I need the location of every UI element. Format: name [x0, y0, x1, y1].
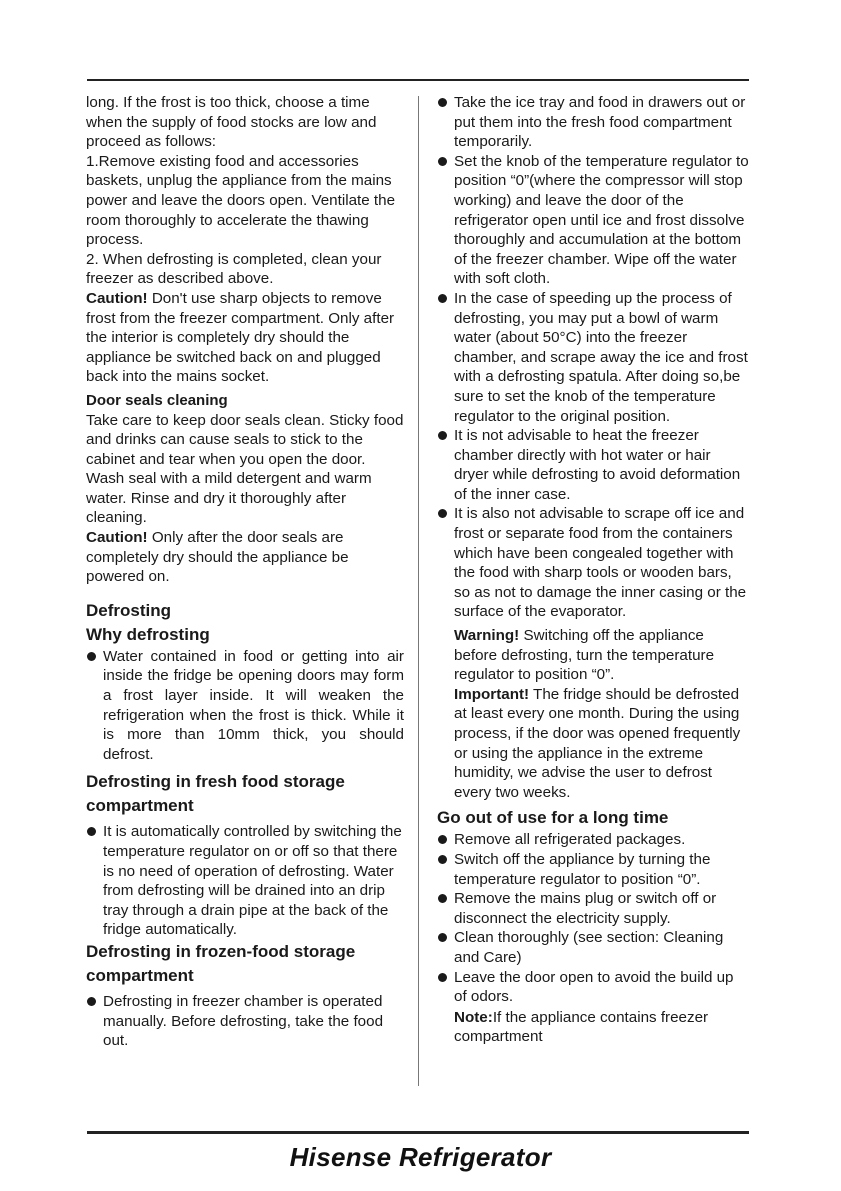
column-divider: [418, 96, 419, 1086]
note-label: Note:: [454, 1008, 493, 1026]
caution-paragraph-2: [86, 528, 404, 587]
why-defrosting-heading: Why defrosting: [86, 624, 210, 644]
brand-footer-title: Hisense Refrigerator: [289, 1142, 552, 1172]
warning-text: Switching off the appliance before defrosting, turn the temperature regulator to position “0”.: [454, 627, 715, 684]
important-label: Important!: [454, 685, 530, 703]
caution-label: Caution!: [86, 529, 148, 547]
caution-label: Caution!: [86, 289, 148, 307]
defrosting-heading: Defrosting: [86, 600, 171, 620]
frozen-food-list: [86, 992, 404, 1051]
right-column: [437, 93, 749, 1047]
out-of-use-list: [437, 830, 749, 1006]
fresh-food-heading: Defrosting in fresh food storage compartment: [86, 772, 345, 816]
top-rule: [87, 79, 749, 81]
list-item: Remove the mains plug or switch off or disconnect the electricity supply.: [437, 889, 749, 928]
list-item: In the case of speeding up the process of defrosting, you may put a bowl of warm water (about 50°C) into the freezer chamber, and scrape away the ice and frost with a defrosting spatula. After doing so,be sure to set the knob of the temperature regulator to the original position.: [437, 289, 749, 426]
step-2: 2. When defrosting is completed, clean your freezer as described above.: [86, 250, 382, 288]
warning-paragraph: [454, 626, 749, 685]
list-item: Clean thoroughly (see section: Cleaning and Care): [437, 928, 749, 967]
list-item: Remove all refrigerated packages.: [437, 830, 749, 850]
intro-paragraph: long. If the frost is too thick, choose a time when the supply of food stocks are low and proceed as follows:: [86, 94, 377, 151]
defrost-steps-list: [437, 93, 749, 622]
note-paragraph: [454, 1008, 749, 1047]
note-text: If the appliance contains freezer compartment: [454, 1008, 709, 1046]
list-item: It is also not advisable to scrape off ice and frost or separate food from the containers which have been congealed together with the food with sharp tools or wooden bars, so as not to damage the inner casing or the surface of the evaporator.: [437, 504, 749, 622]
list-item: Switch off the appliance by turning the temperature regulator to position “0”.: [437, 850, 749, 889]
caution-text: Don't use sharp objects to remove frost from the freezer compartment. Only after the interior is completely dry should the appliance be switched back on and plugged back into the mains socket.: [86, 289, 395, 386]
list-item: It is not advisable to heat the freezer chamber directly with hot water or hair dryer while defrosting to avoid deformation of the inner case.: [437, 426, 749, 504]
list-item: Leave the door open to avoid the build up of odors.: [437, 968, 749, 1007]
list-item: Take the ice tray and food in drawers out or put them into the fresh food compartment temporarily.: [437, 93, 749, 152]
list-item: It is automatically controlled by switching the temperature regulator on or off so that there is no need of operation of defrosting. Water from defrosting will be drained into an drip tray through a drain pipe at the back of the fridge automatically.: [86, 822, 404, 940]
list-item: Defrosting in freezer chamber is operated manually. Before defrosting, take the food out.: [86, 992, 404, 1051]
out-of-use-heading: Go out of use for a long time: [437, 808, 669, 828]
why-defrosting-list: [86, 647, 404, 765]
warning-label: Warning!: [454, 627, 520, 645]
important-text: The fridge should be defrosted at least every one month. During the using process, if the door was opened frequently or using the appliance in the extreme humidity, we advise the user to defrost every two weeks.: [454, 685, 741, 801]
bottom-rule: [87, 1131, 749, 1134]
step-1: 1.Remove existing food and accessories baskets, unplug the appliance from the mains power and leave the doors open. Ventilate the room thoroughly to accelerate the thawing process.: [86, 152, 396, 249]
left-column: [86, 93, 404, 1051]
caution-paragraph-1: [86, 289, 404, 387]
note-block: [437, 1008, 749, 1047]
important-paragraph: [454, 685, 749, 803]
caution-text: Only after the door seals are completely dry should the appliance be powered on.: [86, 529, 349, 586]
door-seals-heading: Door seals cleaning: [86, 391, 228, 409]
warning-block: [437, 626, 749, 802]
list-item: Water contained in food or getting into air inside the fridge be opening doors may form a frost layer inside. It will weaken the refrigeration when the frost is thick. While it is more than 10mm thick, you should defrost.: [86, 647, 404, 765]
fresh-food-list: [86, 822, 404, 940]
door-seals-text: Take care to keep door seals clean. Sticky food and drinks can cause seals to stick to the cabinet and tear when you open the door. Wash seal with a mild detergent and warm water. Rinse and dry it thoroughly after cleaning.: [86, 411, 404, 527]
list-item: Set the knob of the temperature regulator to position “0”(where the compressor will stop working) and leave the door of the refrigerator open until ice and frost dissolve thoroughly and accumulation at the bottom of the freezer chamber. Wipe off the water with soft cloth.: [437, 152, 749, 289]
frozen-food-heading: Defrosting in frozen-food storage compartment: [86, 941, 356, 985]
